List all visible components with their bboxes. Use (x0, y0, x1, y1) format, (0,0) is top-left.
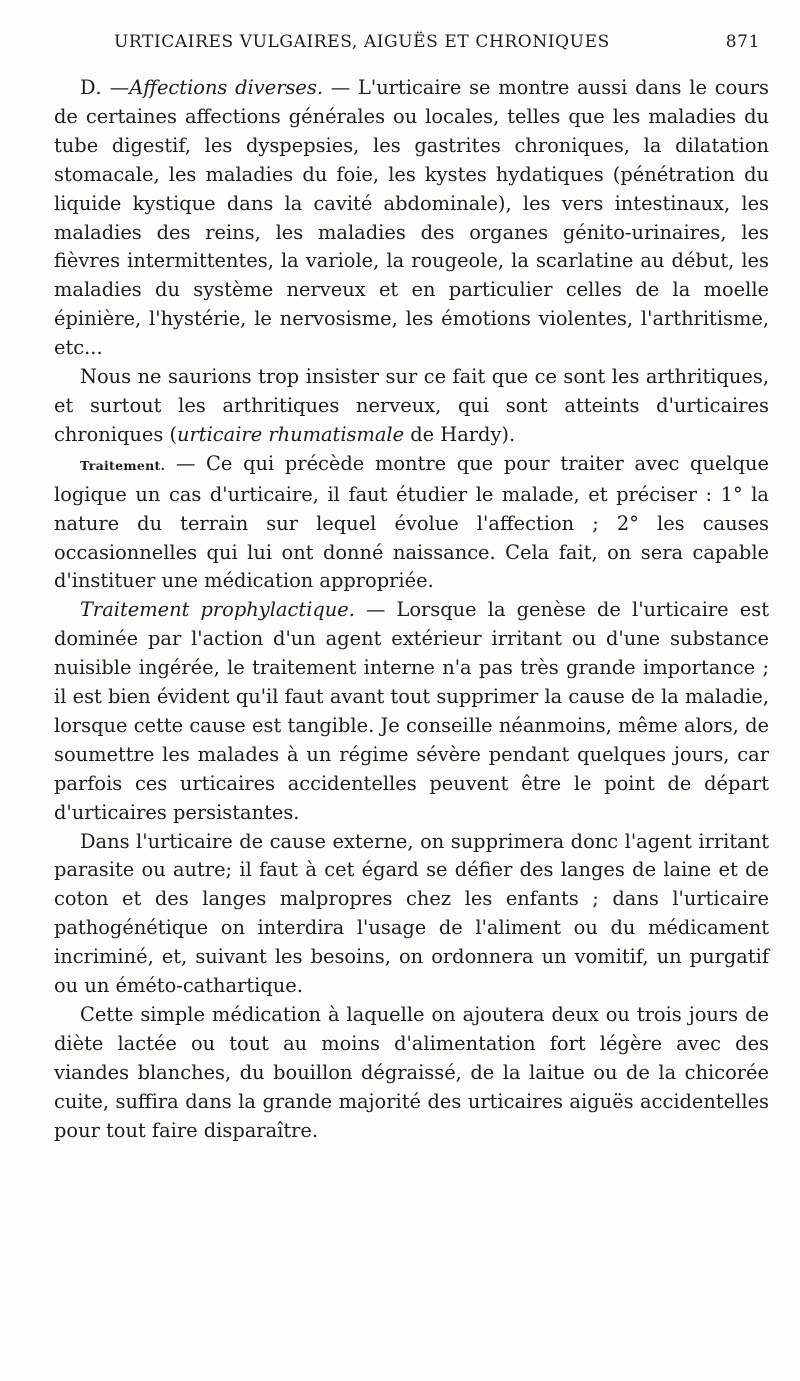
prophylactique-title: Traitement prophylactique. (80, 598, 355, 622)
paragraph-text: Dans l'urticaire de cause externe, on supprimera donc l'agent irritant parasite ou autre; il faut à cet égard se défier des langes de laine et de coton et des langes malpropres chez les enfants ; dans l'urticaire pathogénétique on interdira l'usage de l'aliment ou du médicament incriminé, et, suivant les besoins, on ordonnera un vomitif, un purgatif ou un éméto-cathartique. (54, 829, 769, 998)
paragraph-arthritiques (54, 363, 769, 450)
paragraph-medication (54, 1001, 769, 1146)
italic-term: urticaire rhumatismale (177, 422, 405, 446)
paragraph-text: — L'urticaire se montre aussi dans le cours de certaines affections générales ou locales, telles que les maladies du tube digestif, les dyspepsies, les gastrites chroniques, la dilatation stomacale, les maladies du foie, les kystes hydatiques (pénétration du liquide kystique dans la cavité abdominale), les vers intestinaux, les maladies des reins, les maladies des organes génito-urinaires, les fièvres intermittentes, la variole, la rougeole, la scarlatine au début, les maladies du système nerveux et en particulier celles de la moelle épinière, l'hystérie, le nervosisme, les émotions violentes, l'arthritisme, etc... (54, 76, 769, 360)
paragraph-text: de Hardy). (404, 422, 516, 446)
paragraph-text: — Lorsque la genèse de l'urticaire est dominée par l'action d'un agent extérieur irritant ou d'une substance nuisible ingérée, le traitement interne n'a pas très grande importance ; il est bien évident qu'il faut avant tout supprimer la cause de la maladie, lorsque cette cause est tangible. Je conseille néanmoins, même alors, de soumettre les malades à un régime sévère pendant quelques jours, car parfois ces urticaires accidentelles peuvent être le point de départ d'urticaires persistantes. (54, 598, 769, 824)
paragraph-affections-diverses (54, 74, 769, 363)
page-header (54, 28, 760, 58)
paragraph-text: Nous ne saurions trop insister sur ce fait que ce sont les arthritiques, et surtout les arthritiques nerveux, qui sont atteints d'urticaires chroniques ( (54, 365, 769, 446)
paragraph-traitement (54, 450, 769, 597)
paragraph-cause-externe (54, 828, 769, 1001)
running-title: URTICAIRES VULGAIRES, AIGUËS ET CHRONIQUES (114, 32, 610, 52)
paragraph-text: — Ce qui précède montre que pour traiter avec quelque logique un cas d'urticaire, il faut étudier le malade, et préciser : 1° la nature du terrain sur lequel évolue l'affection ; 2° les causes occasionnelles qui lui ont donné naissance. Cela fait, on sera capable d'instituer une médication appropriée. (54, 451, 769, 593)
section-title: Affections diverses. (129, 76, 324, 99)
section-dash: — (102, 76, 130, 99)
section-label: D. (80, 76, 103, 99)
traitement-label: Traitement. (80, 457, 166, 473)
paragraph-prophylactique (54, 596, 769, 827)
page-number: 871 (725, 32, 760, 52)
paragraph-text: Cette simple médication à laquelle on ajoutera deux ou trois jours de diète lactée ou tout au moins d'alimentation fort légère avec des viandes blanches, du bouillon dégraissé, de la laitue ou de la chicorée cuite, suffira dans la grande majorité des urticaires aiguës accidentelles pour tout faire disparaître. (54, 1003, 769, 1142)
page-body (54, 74, 769, 1146)
